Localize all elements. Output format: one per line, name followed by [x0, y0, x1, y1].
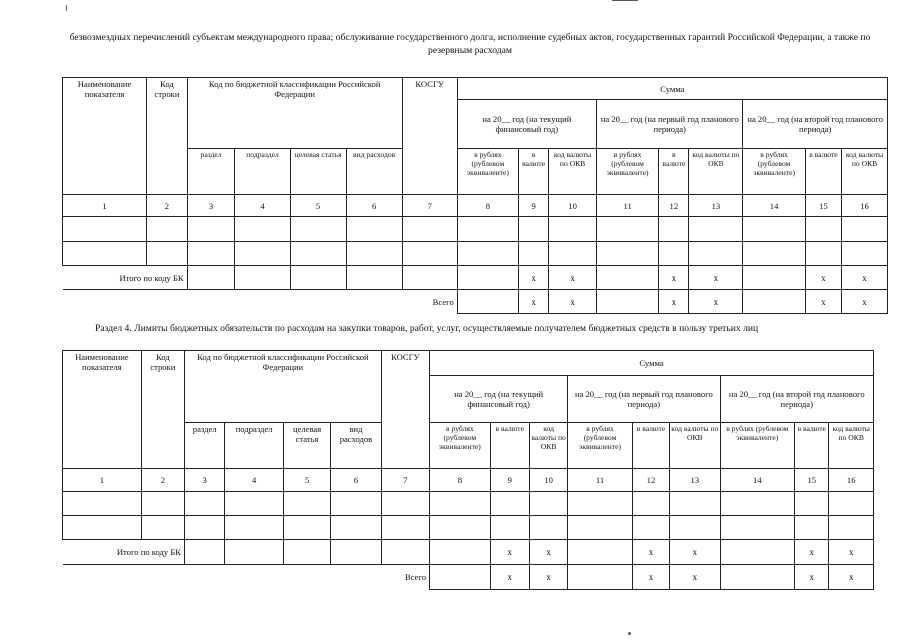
table-cell[interactable] [346, 217, 402, 242]
table-cell[interactable] [720, 516, 795, 540]
x-mark: x [659, 290, 689, 314]
table-cell[interactable] [331, 540, 381, 565]
table-cell[interactable] [519, 242, 549, 266]
table-cell[interactable] [689, 217, 743, 242]
intro-text: безвозмездных перечислений субъектам международного права; обслуживание государственного долга, исполнение судебных актов, государственных гарантий Российской Федерации, а также по резервным расходам [69, 32, 871, 56]
table-cell[interactable] [457, 266, 518, 290]
table-cell[interactable] [141, 516, 184, 540]
table-cell[interactable] [568, 492, 633, 516]
header-razdel: раздел [185, 423, 225, 469]
table-cell[interactable] [568, 540, 633, 565]
column-number: 15 [795, 469, 829, 492]
table-cell[interactable] [842, 242, 888, 266]
table-cell[interactable] [283, 492, 330, 516]
table-cell[interactable] [283, 540, 330, 565]
column-number: 10 [549, 195, 597, 217]
table-cell[interactable] [670, 516, 720, 540]
section-4-title: Раздел 4. Лимиты бюджетных обязательств по расходам на закупки товаров, работ, услуг, осуществляемые получателем бюджетных средств в пользу третьих лиц [95, 323, 759, 334]
header-code: Код строки [141, 351, 184, 469]
header-celevaya: целевая статья [290, 149, 346, 195]
table-cell[interactable] [430, 516, 491, 540]
table-cell[interactable] [381, 492, 429, 516]
table-cell[interactable] [596, 217, 658, 242]
header-celevaya: целевая статья [283, 423, 330, 469]
header-rub: в рублях (рублевом эквиваленте) [568, 423, 633, 469]
table-cell[interactable] [632, 516, 669, 540]
header-code: Код строки [147, 78, 188, 195]
table-cell[interactable] [225, 516, 284, 540]
header-year-current: на 20__ год (на текущий финансовый год) [457, 100, 596, 149]
table-cell[interactable] [720, 492, 795, 516]
x-mark: x [795, 565, 829, 590]
x-mark: x [842, 266, 888, 290]
vsego-row [63, 565, 874, 590]
column-number: 7 [381, 469, 429, 492]
column-number: 9 [519, 195, 549, 217]
table-cell[interactable] [185, 516, 225, 540]
column-number: 8 [457, 195, 518, 217]
table-cell[interactable] [147, 217, 188, 242]
scan-mark [628, 632, 631, 635]
table-cell[interactable] [63, 516, 142, 540]
table-cell[interactable] [529, 516, 567, 540]
header-year-second: на 20__ год (на второй год планового периода) [720, 376, 873, 423]
header-name: Наименование показателя [63, 351, 142, 469]
table-cell[interactable] [63, 242, 147, 266]
table-cell[interactable] [381, 540, 429, 565]
table-cell[interactable] [805, 217, 841, 242]
table-section4 [62, 350, 874, 590]
header-bk: Код по бюджетной классификации Российской Федерации [185, 351, 382, 423]
column-number: 14 [743, 195, 805, 217]
table-cell[interactable] [141, 492, 184, 516]
table-cell[interactable] [596, 266, 658, 290]
header-bk: Код по бюджетной классификации Российской Федерации [187, 78, 402, 149]
table-cell[interactable] [331, 516, 381, 540]
x-mark: x [689, 266, 743, 290]
x-mark: x [549, 290, 597, 314]
x-mark: x [689, 290, 743, 314]
header-rub: в рублях (рублевом эквиваленте) [743, 149, 805, 195]
table-row [63, 217, 888, 242]
column-number: 9 [490, 469, 529, 492]
column-number: 11 [596, 195, 658, 217]
column-number: 10 [529, 469, 567, 492]
column-number: 15 [805, 195, 841, 217]
table-cell[interactable] [346, 242, 402, 266]
column-number: 16 [829, 469, 874, 492]
table-cell[interactable] [225, 492, 284, 516]
header-okv: код валюты по ОКВ [842, 149, 888, 195]
column-number: 6 [346, 195, 402, 217]
header-val: в валюте [632, 423, 669, 469]
x-mark: x [805, 266, 841, 290]
column-number: 11 [568, 469, 633, 492]
table-cell[interactable] [430, 565, 491, 590]
table-cell[interactable] [829, 492, 874, 516]
column-number: 6 [331, 469, 381, 492]
table-cell[interactable] [743, 242, 805, 266]
table-cell[interactable] [381, 516, 429, 540]
table-cell[interactable] [430, 492, 491, 516]
table-cell[interactable] [235, 266, 290, 290]
table-cell[interactable] [659, 217, 689, 242]
table-cell[interactable] [457, 242, 518, 266]
header-sum: Сумма [430, 351, 874, 376]
header-val: в валюте [519, 149, 549, 195]
table-cell[interactable] [185, 540, 225, 565]
column-number: 16 [842, 195, 888, 217]
header-val: в валюте [805, 149, 841, 195]
table-cell[interactable] [63, 492, 142, 516]
vsego-label: Всего [63, 565, 430, 590]
header-kosgu: КОСГУ [402, 78, 457, 195]
header-vid: вид расходов [331, 423, 381, 469]
table-cell[interactable] [743, 266, 805, 290]
header-vid: вид расходов [346, 149, 402, 195]
column-number: 13 [670, 469, 720, 492]
table-cell[interactable] [529, 492, 567, 516]
table-cell[interactable] [829, 516, 874, 540]
table-cell[interactable] [402, 242, 457, 266]
table-cell[interactable] [187, 217, 235, 242]
column-number: 5 [290, 195, 346, 217]
table-cell[interactable] [430, 540, 491, 565]
header-val: в валюте [795, 423, 829, 469]
x-mark: x [842, 290, 888, 314]
x-mark: x [670, 540, 720, 565]
header-name: Наименование показателя [63, 78, 147, 195]
table-cell[interactable] [549, 217, 597, 242]
header-razdel: раздел [187, 149, 235, 195]
x-mark: x [829, 540, 874, 565]
x-mark: x [519, 290, 549, 314]
table-cell[interactable] [402, 266, 457, 290]
x-mark: x [490, 540, 529, 565]
table-cell[interactable] [549, 242, 597, 266]
x-mark: x [529, 565, 567, 590]
table-cell[interactable] [185, 492, 225, 516]
table-row [63, 492, 874, 516]
table-cell[interactable] [659, 242, 689, 266]
x-mark: x [659, 266, 689, 290]
table-cell[interactable] [720, 540, 795, 565]
table-cell[interactable] [63, 217, 147, 242]
scan-mark [612, 0, 638, 1]
table-cell[interactable] [795, 516, 829, 540]
table-cell[interactable] [290, 266, 346, 290]
x-mark: x [632, 540, 669, 565]
header-kosgu: КОСГУ [381, 351, 429, 469]
header-podrazdel: подраздел [235, 149, 290, 195]
header-rub: в рублях (рублевом эквиваленте) [720, 423, 795, 469]
table-cell[interactable] [331, 492, 381, 516]
header-year-first: на 20__ год (на первый год планового периода) [568, 376, 720, 423]
table-cell[interactable] [187, 242, 235, 266]
table-cell[interactable] [795, 492, 829, 516]
header-rub: в рублях (рублевом эквиваленте) [430, 423, 491, 469]
itogo-label: Итого по коду БК [63, 540, 185, 565]
table-cell[interactable] [689, 242, 743, 266]
x-mark: x [529, 540, 567, 565]
column-number: 13 [689, 195, 743, 217]
header-val: в валюте [490, 423, 529, 469]
x-mark: x [805, 290, 841, 314]
table-cell[interactable] [519, 217, 549, 242]
table-cell[interactable] [290, 217, 346, 242]
x-mark: x [632, 565, 669, 590]
header-okv: код валюты по ОКВ [829, 423, 874, 469]
header-okv: код валюты по ОКВ [529, 423, 567, 469]
table-cell[interactable] [805, 242, 841, 266]
header-year-second: на 20__ год (на второй год планового периода) [743, 100, 888, 149]
column-number: 1 [63, 195, 147, 217]
column-number: 7 [402, 195, 457, 217]
header-okv: код валюты по ОКВ [670, 423, 720, 469]
header-year-current: на 20__ год (на текущий финансовый год) [430, 376, 568, 423]
x-mark: x [795, 540, 829, 565]
column-number-row [63, 469, 874, 492]
column-number: 2 [147, 195, 188, 217]
header-sum: Сумма [457, 78, 887, 100]
header-okv: код валюты по ОКВ [549, 149, 597, 195]
x-mark: x [490, 565, 529, 590]
table-cell[interactable] [346, 266, 402, 290]
itogo-row [63, 266, 888, 290]
table-section3 [62, 77, 888, 314]
table-cell[interactable] [290, 242, 346, 266]
table-row [63, 242, 888, 266]
column-number: 3 [185, 469, 225, 492]
table-cell[interactable] [568, 565, 633, 590]
x-mark: x [829, 565, 874, 590]
table-cell[interactable] [147, 242, 188, 266]
vsego-row [63, 290, 888, 314]
table-cell[interactable] [596, 290, 658, 314]
table-cell[interactable] [596, 242, 658, 266]
table-cell[interactable] [842, 217, 888, 242]
table-cell[interactable] [670, 492, 720, 516]
table-cell[interactable] [743, 290, 805, 314]
table-cell[interactable] [187, 266, 235, 290]
table-cell[interactable] [632, 492, 669, 516]
column-number-row [63, 195, 888, 217]
table-cell[interactable] [235, 217, 290, 242]
column-number: 12 [632, 469, 669, 492]
header-year-first: на 20__ год (на первый год планового периода) [596, 100, 742, 149]
header-podrazdel: подраздел [225, 423, 284, 469]
itogo-row [63, 540, 874, 565]
column-number: 4 [225, 469, 284, 492]
table-cell[interactable] [490, 492, 529, 516]
header-val: в валюте [659, 149, 689, 195]
x-mark: x [549, 266, 597, 290]
table-cell[interactable] [568, 516, 633, 540]
column-number: 5 [283, 469, 330, 492]
table-row [63, 516, 874, 540]
table-cell[interactable] [457, 217, 518, 242]
column-number: 8 [430, 469, 491, 492]
table-cell[interactable] [283, 516, 330, 540]
header-rub: в рублях (рублевом эквиваленте) [457, 149, 518, 195]
column-number: 4 [235, 195, 290, 217]
column-number: 14 [720, 469, 795, 492]
header-okv: код валюты по ОКВ [689, 149, 743, 195]
column-number: 3 [187, 195, 235, 217]
x-mark: x [670, 565, 720, 590]
header-rub: в рублях (рублевом эквиваленте) [596, 149, 658, 195]
scan-mark [66, 5, 67, 11]
vsego-label: Всего [63, 290, 458, 314]
x-mark: x [519, 266, 549, 290]
table-cell[interactable] [743, 217, 805, 242]
itogo-label: Итого по коду БК [63, 266, 188, 290]
table-cell[interactable] [225, 540, 284, 565]
table-cell[interactable] [235, 242, 290, 266]
column-number: 12 [659, 195, 689, 217]
table-cell[interactable] [490, 516, 529, 540]
table-cell[interactable] [457, 290, 518, 314]
column-number: 1 [63, 469, 142, 492]
table-cell[interactable] [402, 217, 457, 242]
column-number: 2 [141, 469, 184, 492]
table-cell[interactable] [720, 565, 795, 590]
